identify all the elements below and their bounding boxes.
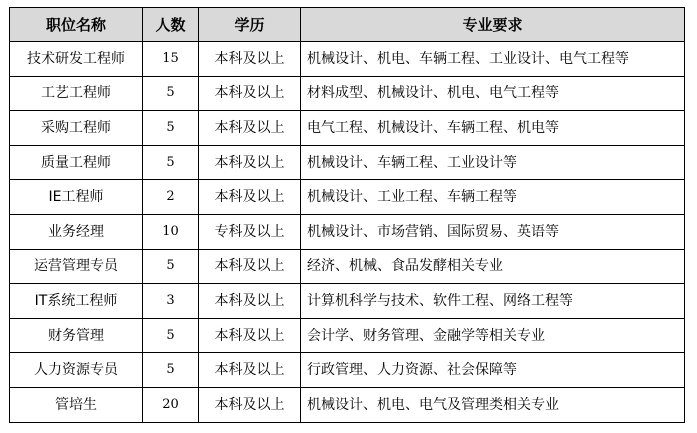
cell-major: 材料成型、机械设计、机电、电气工程等 xyxy=(301,76,685,111)
cell-major: 电气工程、机械设计、车辆工程、机电等 xyxy=(301,111,685,146)
cell-major: 经济、机械、食品发酵相关专业 xyxy=(301,249,685,284)
cell-education: 本科及以上 xyxy=(199,284,301,319)
recruitment-table xyxy=(9,7,685,423)
cell-position: 技术研发工程师 xyxy=(10,42,143,77)
table-row xyxy=(10,387,685,422)
cell-education: 本科及以上 xyxy=(199,353,301,388)
cell-major: 机械设计、工业工程、车辆工程等 xyxy=(301,180,685,215)
table-row xyxy=(10,111,685,146)
cell-position: 质量工程师 xyxy=(10,145,143,180)
cell-count: 15 xyxy=(143,42,199,77)
cell-position: 采购工程师 xyxy=(10,111,143,146)
table-row xyxy=(10,180,685,215)
cell-count: 5 xyxy=(143,318,199,353)
table-row xyxy=(10,145,685,180)
cell-count: 5 xyxy=(143,145,199,180)
cell-major: 行政管理、人力资源、社会保障等 xyxy=(301,353,685,388)
header-major: 专业要求 xyxy=(301,8,685,42)
cell-education: 专科及以上 xyxy=(199,214,301,249)
table-row xyxy=(10,76,685,111)
cell-count: 3 xyxy=(143,284,199,319)
cell-major: 计算机科学与技术、软件工程、网络工程等 xyxy=(301,284,685,319)
cell-position: 管培生 xyxy=(10,387,143,422)
recruitment-table-container xyxy=(9,7,685,423)
cell-count: 5 xyxy=(143,353,199,388)
cell-position: IE工程师 xyxy=(10,180,143,215)
cell-count: 20 xyxy=(143,387,199,422)
cell-count: 2 xyxy=(143,180,199,215)
header-row xyxy=(10,8,685,42)
cell-count: 5 xyxy=(143,249,199,284)
cell-position: 人力资源专员 xyxy=(10,353,143,388)
cell-count: 5 xyxy=(143,76,199,111)
header-education: 学历 xyxy=(199,8,301,42)
table-row xyxy=(10,249,685,284)
table-row xyxy=(10,318,685,353)
cell-position: 运营管理专员 xyxy=(10,249,143,284)
cell-major: 机械设计、机电、电气及管理类相关专业 xyxy=(301,387,685,422)
cell-education: 本科及以上 xyxy=(199,145,301,180)
cell-major: 机械设计、车辆工程、工业设计等 xyxy=(301,145,685,180)
table-body xyxy=(10,42,685,423)
cell-education: 本科及以上 xyxy=(199,180,301,215)
table-row xyxy=(10,214,685,249)
table-header xyxy=(10,8,685,42)
header-position: 职位名称 xyxy=(10,8,143,42)
header-count: 人数 xyxy=(143,8,199,42)
cell-position: IT系统工程师 xyxy=(10,284,143,319)
cell-major: 机械设计、机电、车辆工程、工业设计、电气工程等 xyxy=(301,42,685,77)
cell-education: 本科及以上 xyxy=(199,318,301,353)
cell-education: 本科及以上 xyxy=(199,76,301,111)
table-row xyxy=(10,42,685,77)
cell-count: 5 xyxy=(143,111,199,146)
cell-position: 业务经理 xyxy=(10,214,143,249)
cell-education: 本科及以上 xyxy=(199,249,301,284)
cell-position: 财务管理 xyxy=(10,318,143,353)
cell-position: 工艺工程师 xyxy=(10,76,143,111)
table-row xyxy=(10,284,685,319)
cell-major: 会计学、财务管理、金融学等相关专业 xyxy=(301,318,685,353)
cell-education: 本科及以上 xyxy=(199,111,301,146)
cell-education: 本科及以上 xyxy=(199,42,301,77)
cell-education: 本科及以上 xyxy=(199,387,301,422)
table-row xyxy=(10,353,685,388)
cell-count: 10 xyxy=(143,214,199,249)
cell-major: 机械设计、市场营销、国际贸易、英语等 xyxy=(301,214,685,249)
